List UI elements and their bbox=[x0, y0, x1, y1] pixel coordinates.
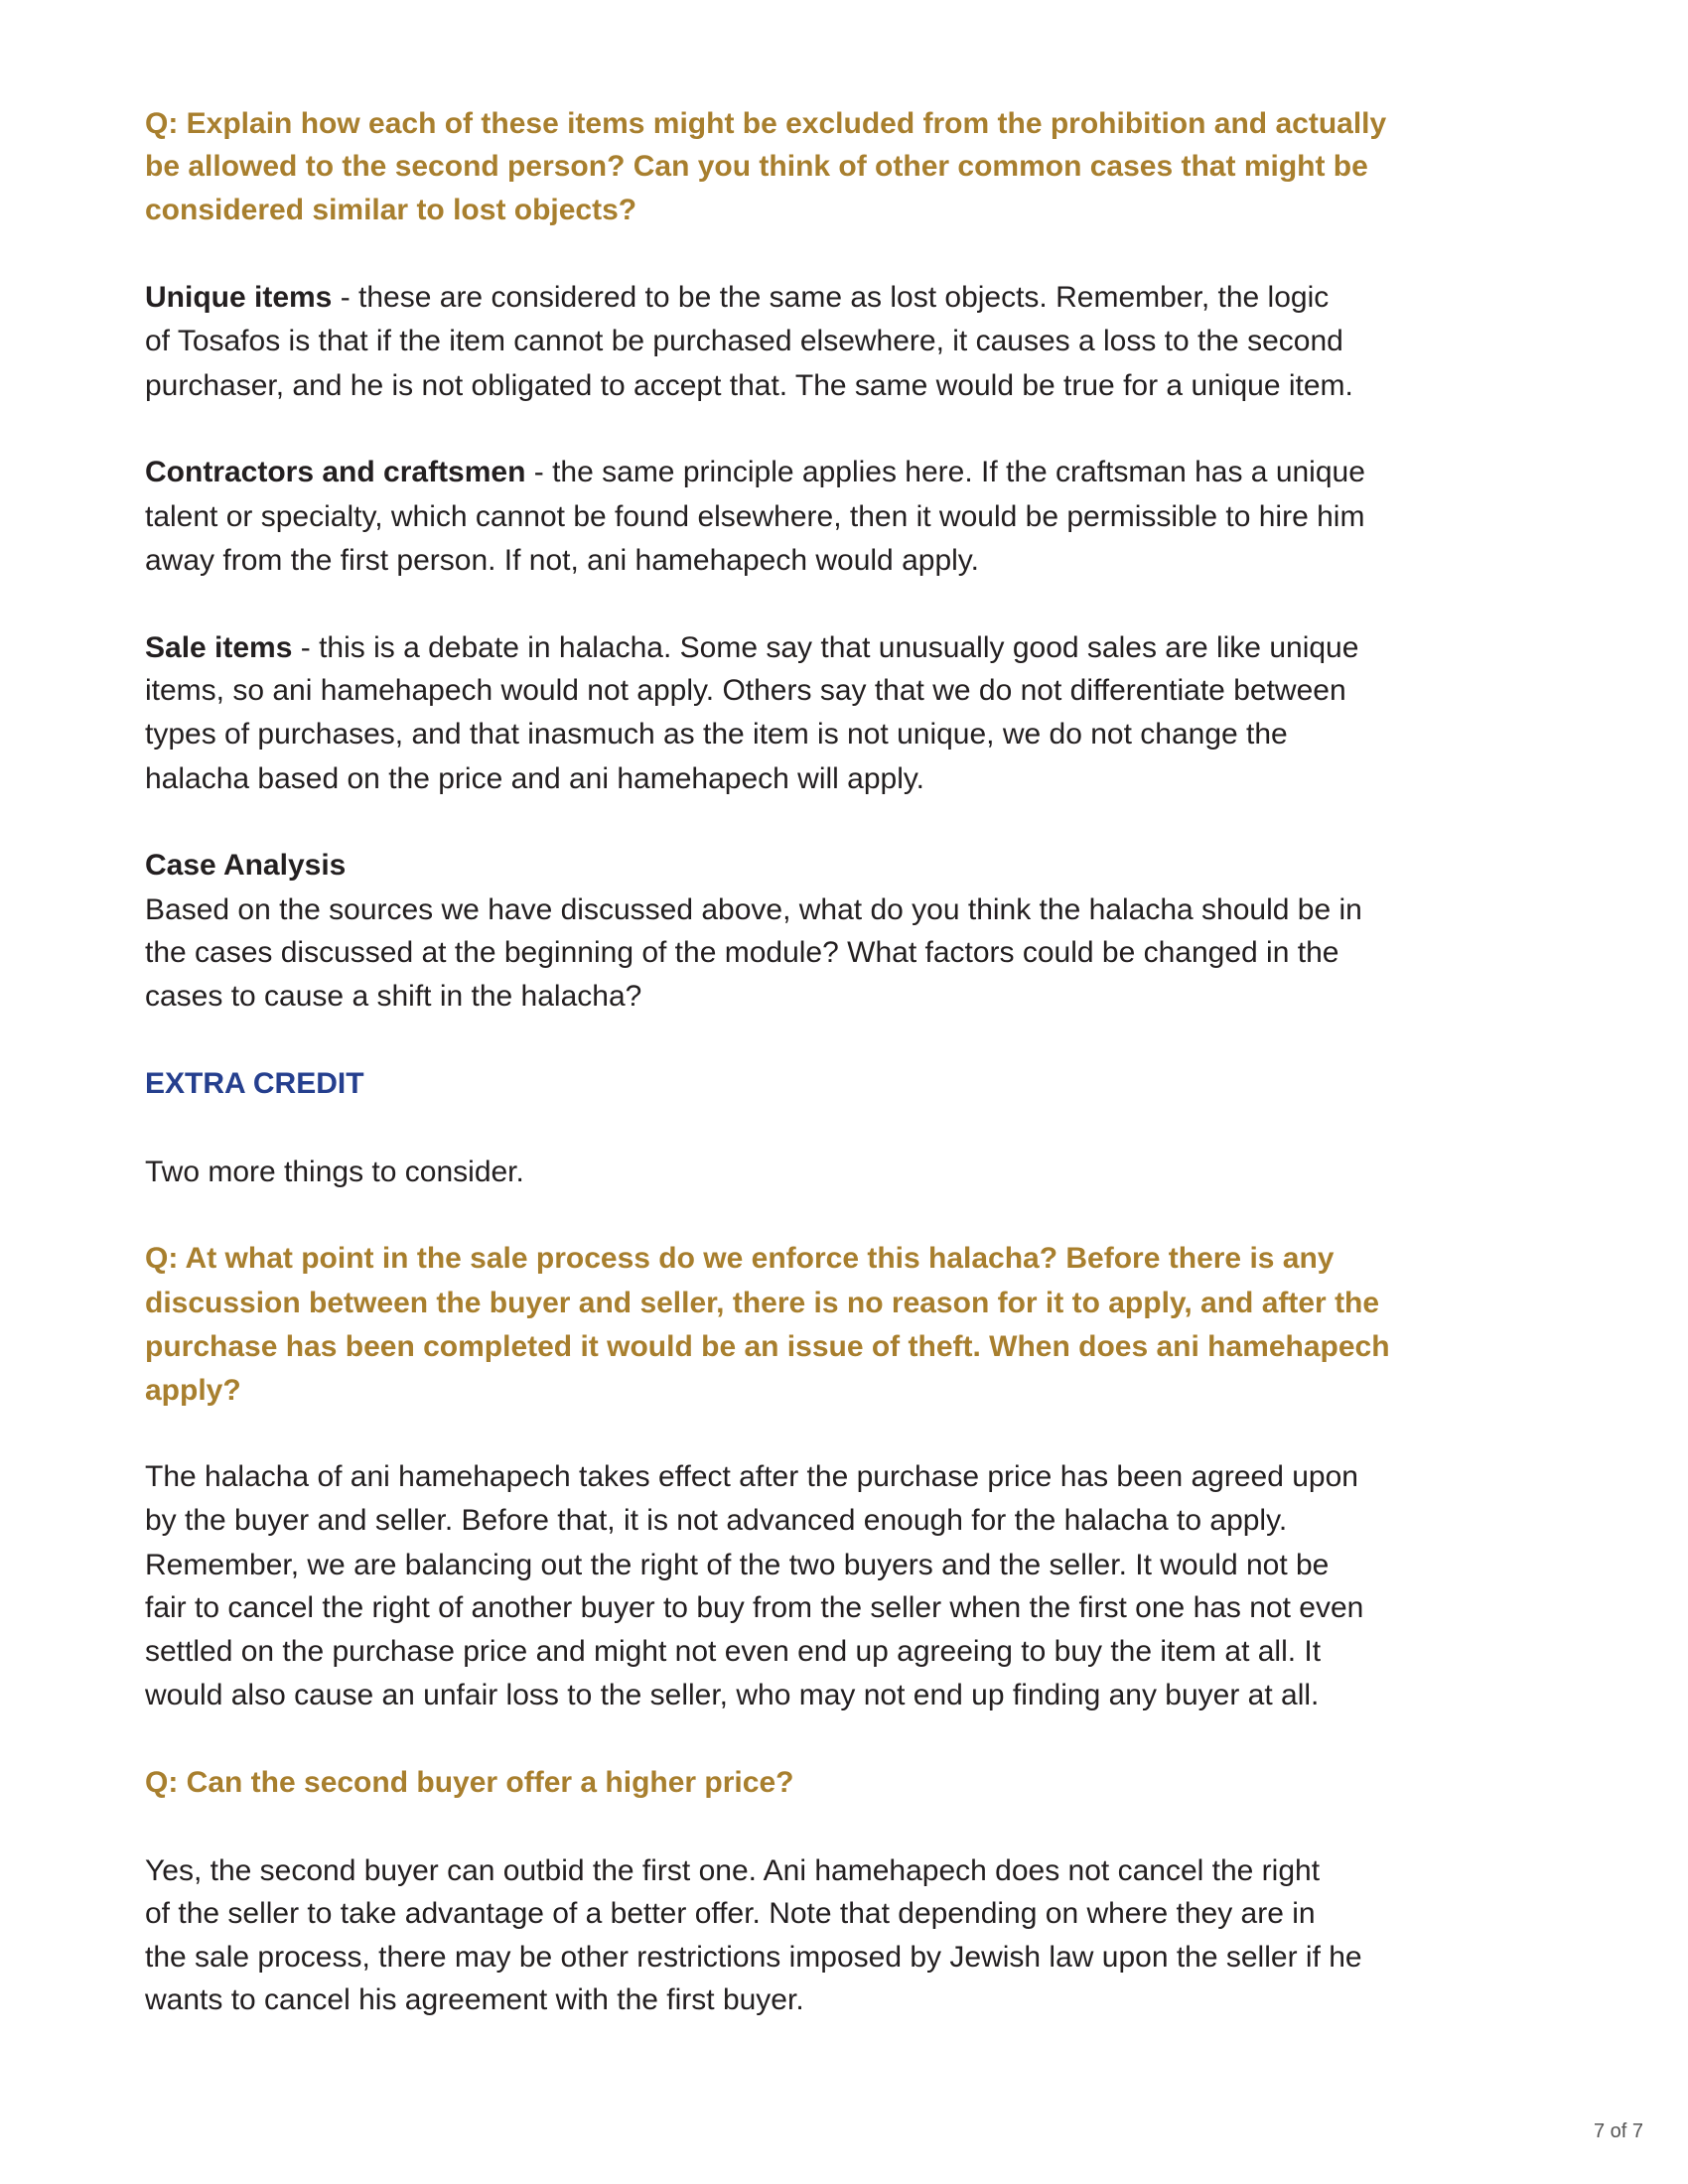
paragraph-line: The halacha of ani hamehapech takes effect after the purchase price has been agreed upon bbox=[145, 1460, 1358, 1493]
paragraph-text: - the same principle applies here. If the craftsman has a unique bbox=[525, 456, 1365, 488]
paragraph-line bbox=[145, 451, 1365, 494]
paragraph-line: wants to cancel his agreement with the first buyer. bbox=[145, 1983, 804, 2016]
question-line: Q: Explain how each of these items might be excluded from the prohibition and actually bbox=[145, 107, 1387, 140]
term-label: Sale items bbox=[145, 631, 293, 664]
paragraph-line bbox=[145, 626, 1358, 670]
paragraph-line: Two more things to consider. bbox=[145, 1156, 524, 1188]
question-line: Q: At what point in the sale process do we enforce this halacha? Before there is any bbox=[145, 1242, 1335, 1275]
extra-credit-heading: EXTRA CREDIT bbox=[145, 1067, 364, 1100]
paragraph-line: settled on the purchase price and might not even end up agreeing to buy the item at all. It bbox=[145, 1635, 1322, 1668]
paragraph-line: purchaser, and he is not obligated to accept that. The same would be true for a unique item. bbox=[145, 369, 1353, 402]
paragraph-text: - this is a debate in halacha. Some say that unusually good sales are like unique bbox=[292, 631, 1359, 664]
paragraph-line: halacha based on the price and ani hamehapech will apply. bbox=[145, 762, 924, 795]
paragraph-line: the sale process, there may be other restrictions imposed by Jewish law upon the seller if he bbox=[145, 1941, 1362, 1974]
paragraph-line: items, so ani hamehapech would not apply. Others say that we do not differentiate between bbox=[145, 674, 1346, 707]
question-line: purchase has been completed it would be an issue of theft. When does ani hamehapech bbox=[145, 1330, 1390, 1363]
paragraph-line: by the buyer and seller. Before that, it is not advanced enough for the halacha to apply. bbox=[145, 1504, 1288, 1537]
section-heading: Case Analysis bbox=[145, 849, 347, 882]
term-label: Unique items bbox=[145, 281, 333, 314]
question-line: considered similar to lost objects? bbox=[145, 194, 637, 226]
paragraph-line: talent or specialty, which cannot be found elsewhere, then it would be permissible to hire him bbox=[145, 500, 1365, 533]
paragraph-line: would also cause an unfair loss to the seller, who may not end up finding any buyer at all. bbox=[145, 1679, 1320, 1711]
paragraph-line: fair to cancel the right of another buyer to buy from the seller when the first one has not even bbox=[145, 1591, 1364, 1624]
paragraph-line: of the seller to take advantage of a better offer. Note that depending on where they are in bbox=[145, 1897, 1316, 1930]
paragraph-line: cases to cause a shift in the halacha? bbox=[145, 980, 642, 1013]
question-line: discussion between the buyer and seller, there is no reason for it to apply, and after the bbox=[145, 1287, 1380, 1319]
question-line: apply? bbox=[145, 1374, 241, 1407]
paragraph-line: Yes, the second buyer can outbid the first one. Ani hamehapech does not cancel the right bbox=[145, 1854, 1321, 1887]
paragraph-text: - these are considered to be the same as lost objects. Remember, the logic bbox=[332, 281, 1330, 314]
paragraph-line bbox=[145, 276, 1329, 320]
paragraph-line: types of purchases, and that inasmuch as the item is not unique, we do not change the bbox=[145, 718, 1288, 751]
question-line: Q: Can the second buyer offer a higher price? bbox=[145, 1766, 794, 1799]
paragraph-line: the cases discussed at the beginning of the module? What factors could be changed in the bbox=[145, 936, 1339, 969]
paragraph-line: Remember, we are balancing out the right of the two buyers and the seller. It would not be bbox=[145, 1549, 1330, 1581]
question-line: be allowed to the second person? Can you think of other common cases that might be bbox=[145, 150, 1368, 183]
paragraph-line: away from the first person. If not, ani hamehapech would apply. bbox=[145, 544, 979, 577]
term-label: Contractors and craftsmen bbox=[145, 456, 526, 488]
paragraph-line: Based on the sources we have discussed above, what do you think the halacha should be in bbox=[145, 893, 1362, 926]
paragraph-line: of Tosafos is that if the item cannot be purchased elsewhere, it causes a loss to the second bbox=[145, 325, 1343, 357]
page-number: 7 of 7 bbox=[1593, 2120, 1643, 2142]
